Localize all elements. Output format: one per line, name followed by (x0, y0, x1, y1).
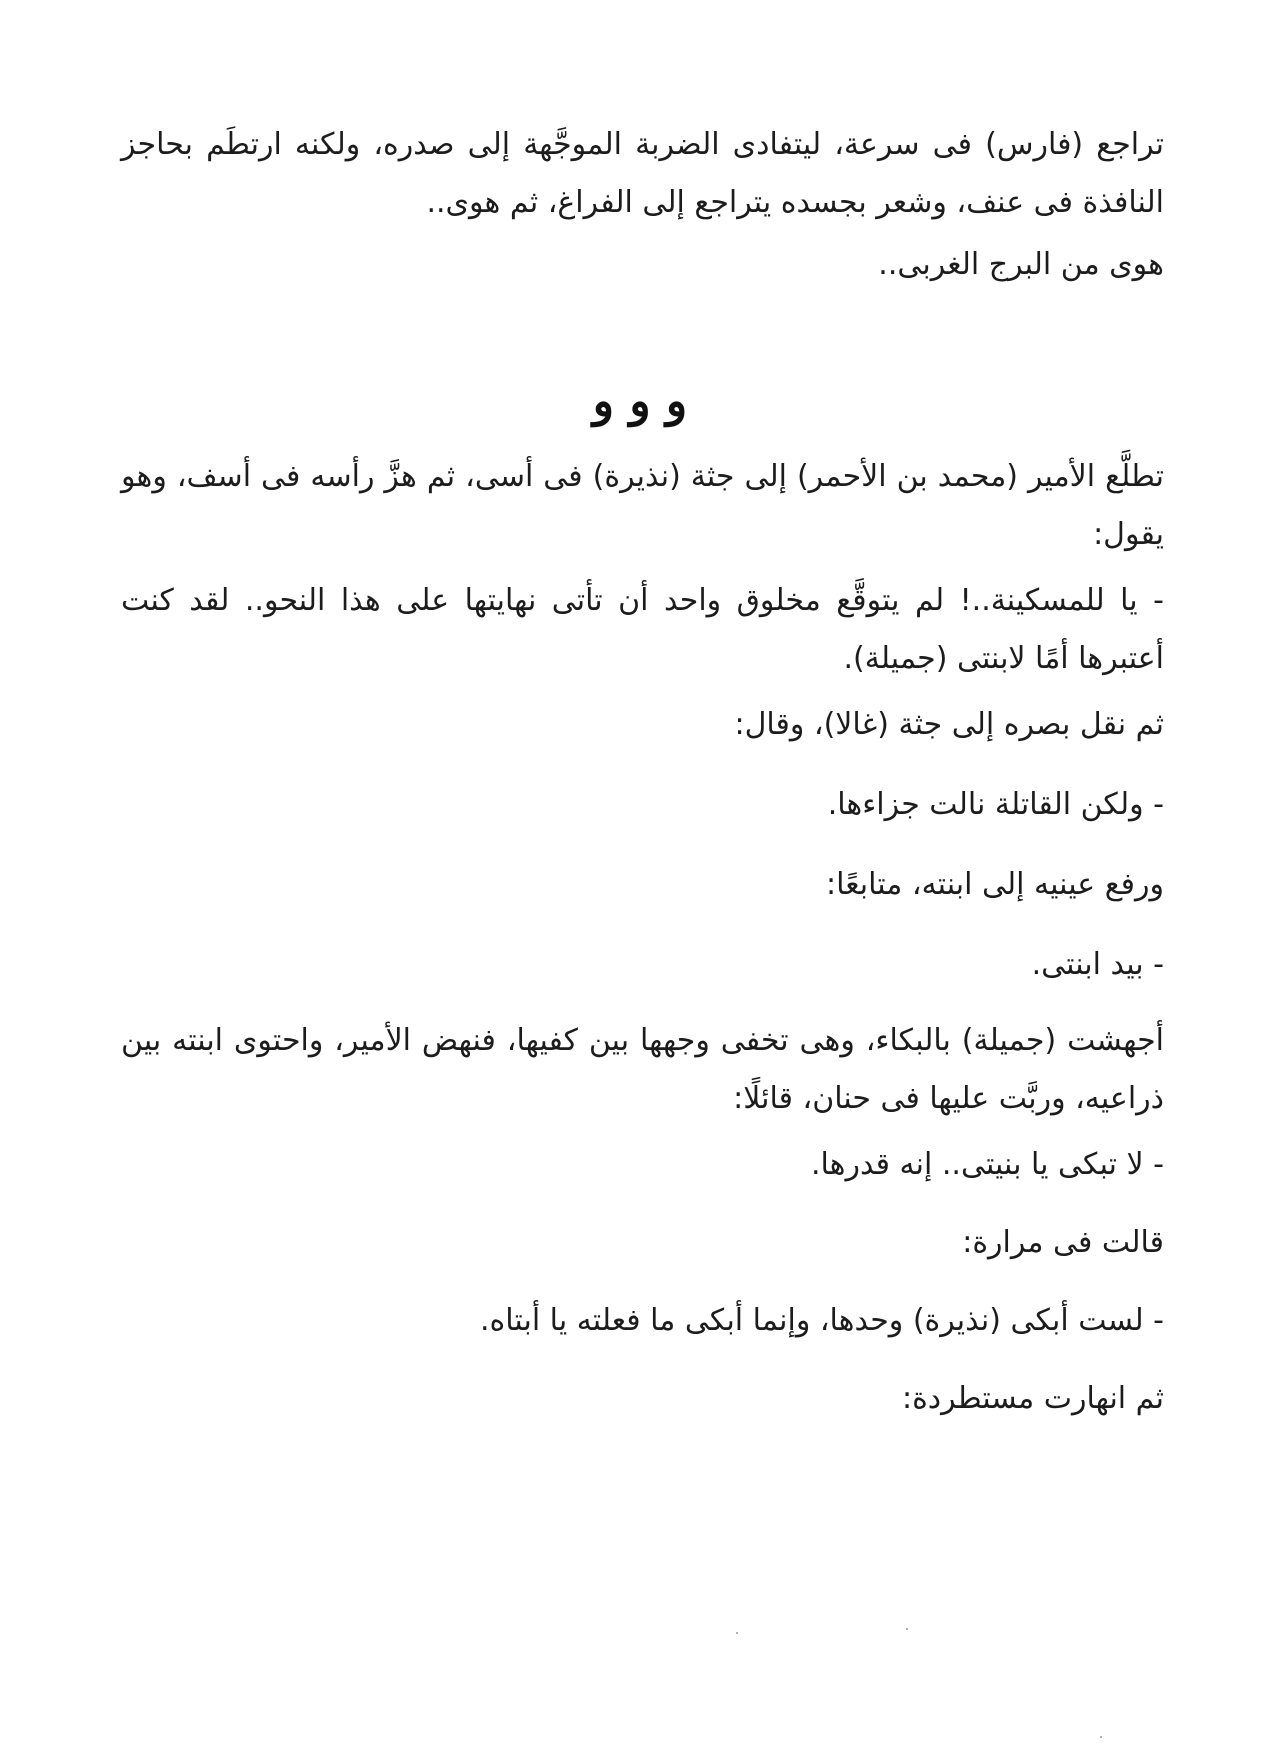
paragraph-raised-eyes: ورفع عينيه إلى ابنته، متابعًا: (826, 867, 1164, 902)
paragraph-poor-woman: - يا للمسكينة..! لم يتوقَّع مخلوق واحد أن تأتى نهايتها على هذا النحو.. لقد كنت أعتبرها أمًا لابنتى (جميلة). (121, 583, 1164, 676)
paragraph-jamila-cries: أجهشت (جميلة) بالبكاء، وهى تخفى وجهها بين كفيها، فنهض الأمير، واحتوى ابنته بين ذراعيه، وربَّت عليها فى حنان، قائلًا: (121, 1023, 1164, 1116)
section-separator: و و و (592, 376, 688, 427)
scan-speck (1100, 1736, 1102, 1738)
paragraph-prince-looks: تطلَّع الأمير (محمد بن الأحمر) إلى جثة (نذيرة) فى أسى، ثم هزَّ رأسه فى أسف، وهو يقول: (121, 459, 1164, 552)
paragraph-not-only-nadhira: - لست أبكى (نذيرة) وحدها، وإنما أبكى ما فعلته يا أبتاه. (480, 1303, 1164, 1338)
paragraph-collapsed: ثم انهارت مستطردة: (901, 1381, 1164, 1416)
paragraph-glance-ghala: ثم نقل بصره إلى جثة (غالا)، وقال: (734, 707, 1164, 742)
scan-speck (906, 1628, 908, 1630)
paragraph-killer-punished: - ولكن القاتلة نالت جزاءها. (827, 787, 1164, 822)
paragraph-dont-cry: - لا تبكى يا بنيتى.. إنه قدرها. (810, 1147, 1164, 1182)
paragraph-bitterly: قالت فى مرارة: (962, 1225, 1164, 1260)
paragraph-faris-falls: تراجع (فارس) فى سرعة، ليتفادى الضربة الموجَّهة إلى صدره، ولكنه ارتطَم بحاجز النافذة فى عنف، وشعر بجسده يتراجع إلى الفراغ، ثم هوى.. (121, 127, 1164, 220)
scan-speck (736, 1632, 738, 1634)
paragraph-by-daughter: - بيد ابنتى. (1031, 947, 1164, 982)
paragraph-west-tower: هوى من البرج الغربى.. (878, 247, 1164, 282)
